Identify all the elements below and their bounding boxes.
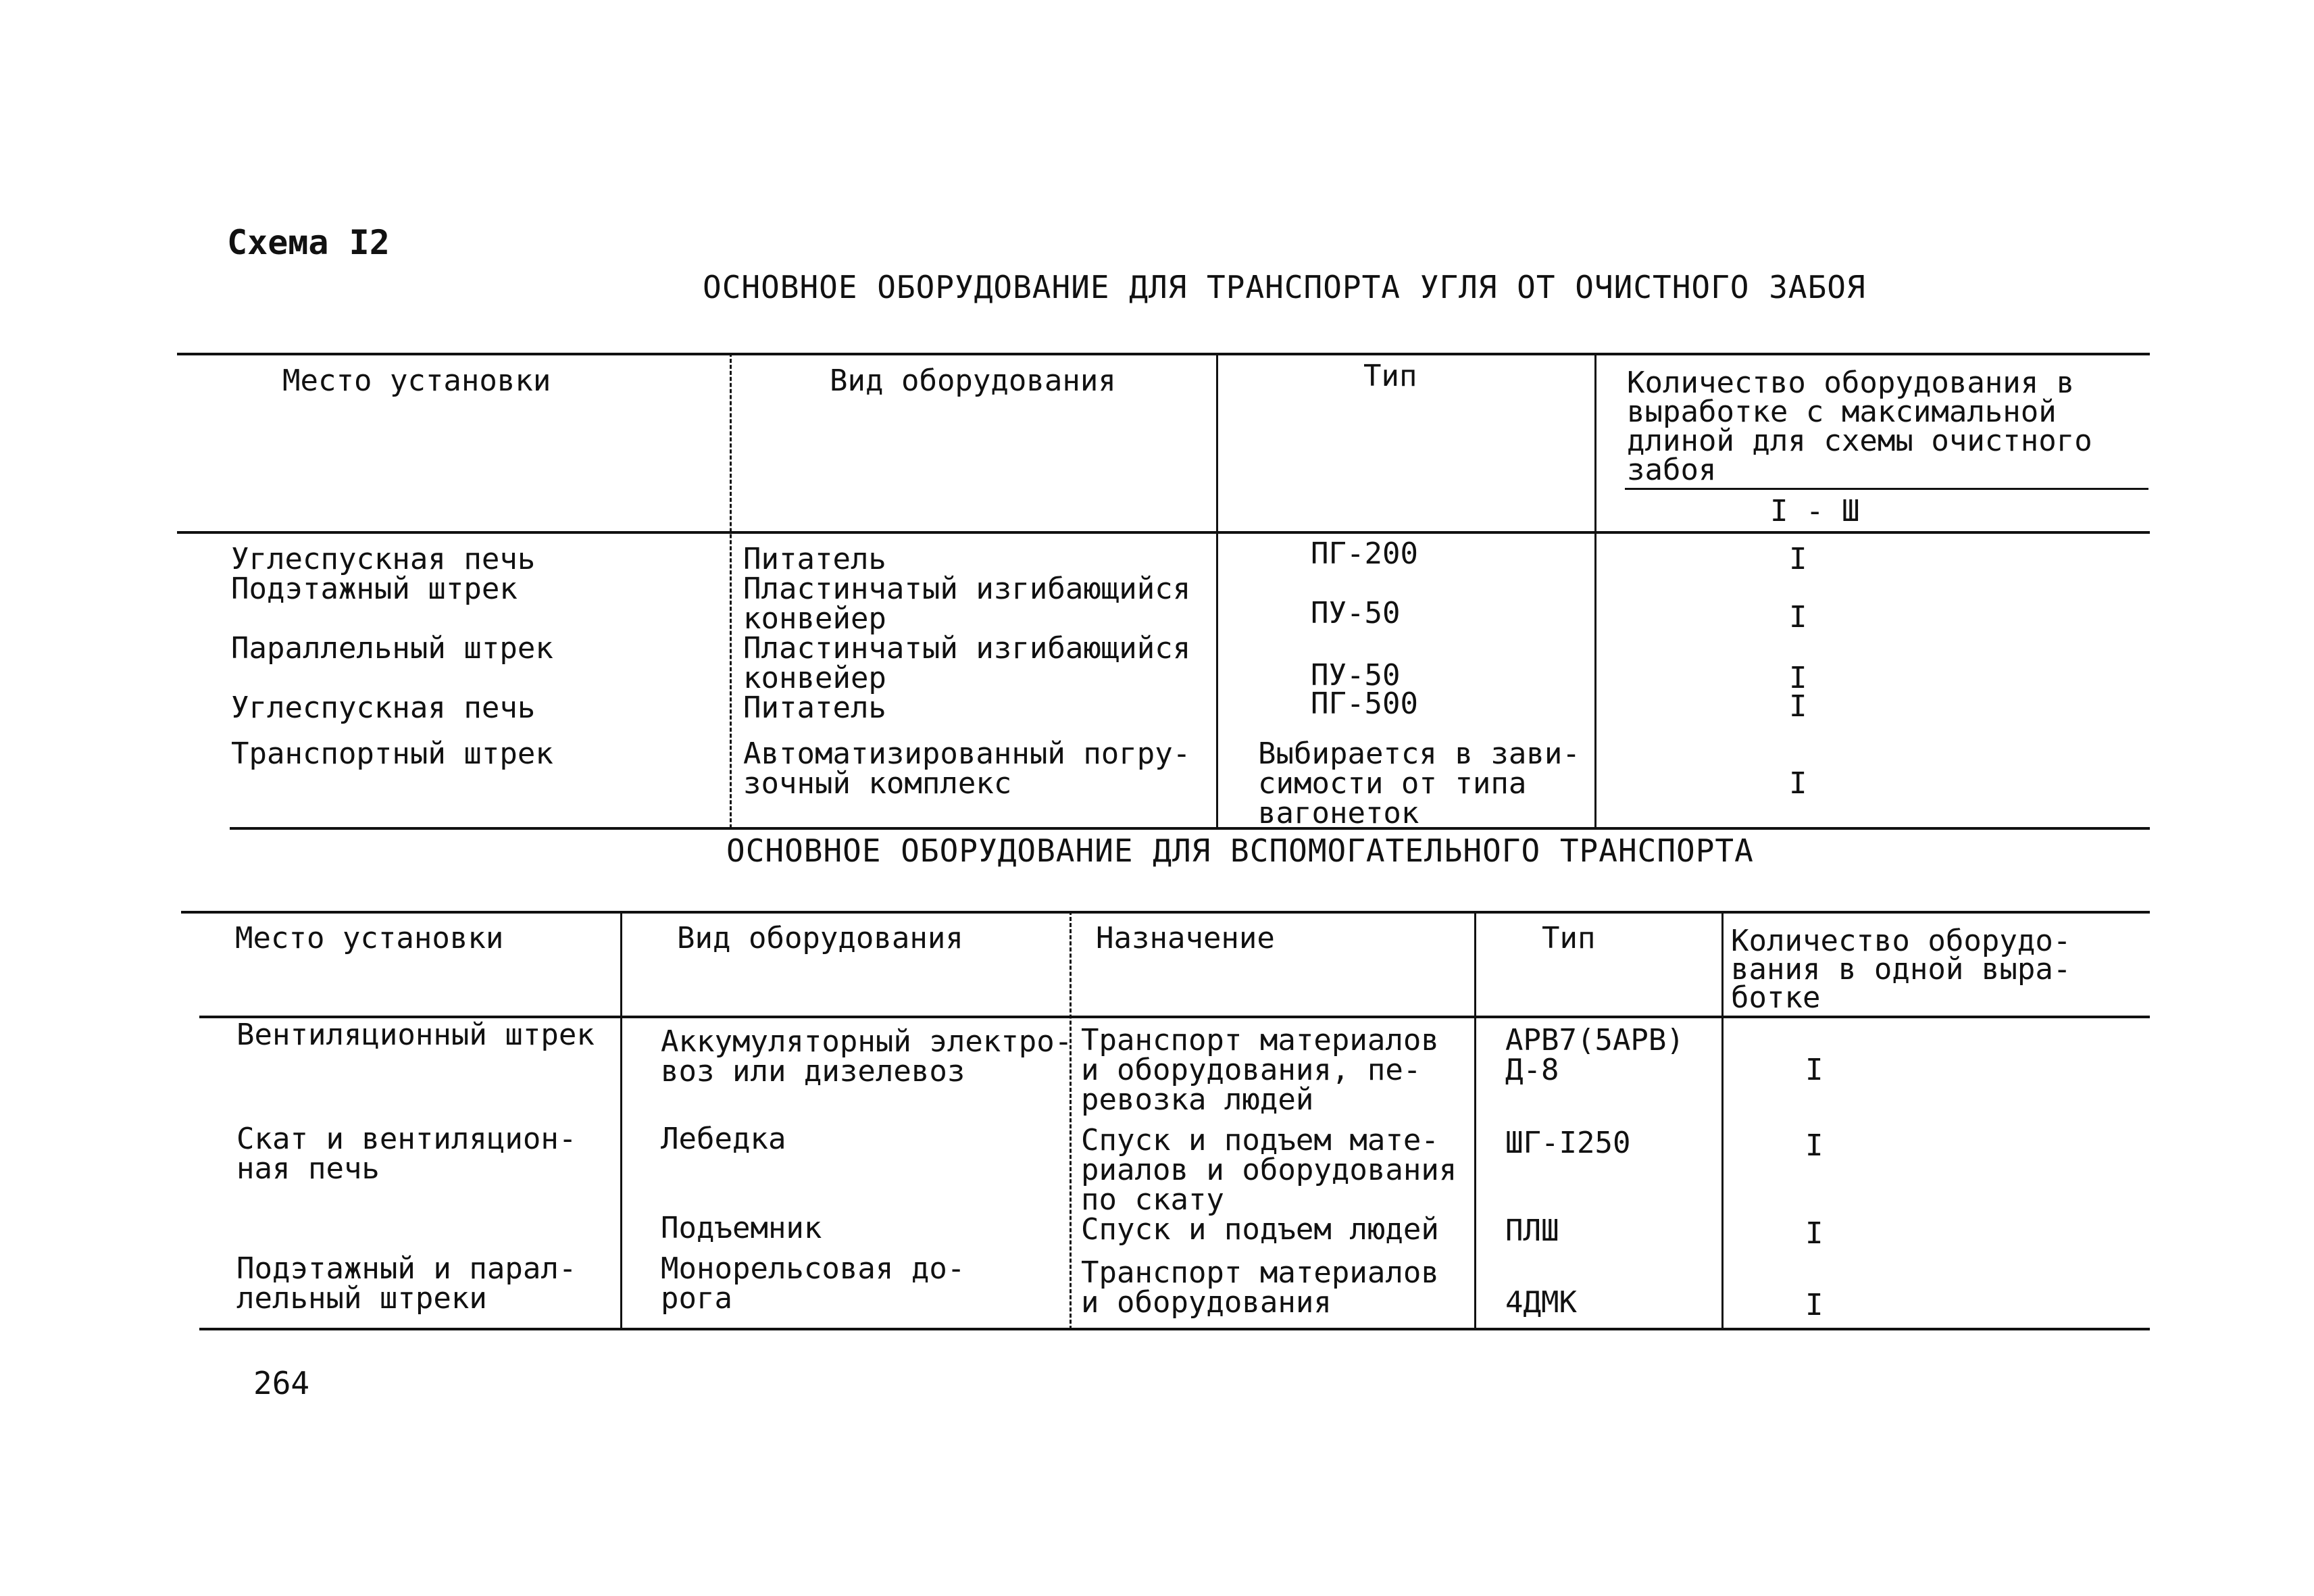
page-number: 264 <box>253 1365 310 1401</box>
table1-title: ОСНОВНОЕ ОБОРУДОВАНИЕ ДЛЯ ТРАНСПОРТА УГЛЯ ОТ ОЧИСТНОГО ЗАБОЯ <box>703 269 1866 305</box>
table2-header-kind: Вид оборудования <box>677 921 963 955</box>
table1-header-type: Тип <box>1363 359 1417 393</box>
table2-header-type: Тип <box>1542 921 1596 955</box>
table1-header-count-sub: I - Ш <box>1770 494 1860 528</box>
table1-row-1-place: Подэтажный штрек <box>231 572 518 606</box>
table1-row-1-type: ПУ-50 <box>1311 596 1401 630</box>
table1-header-count: Количество оборудования в выработке с максимальной длиной для схемы очистного забоя <box>1627 366 2092 487</box>
table1-col-divider-1 <box>730 353 732 828</box>
table2-row-3-type: 4ДМК <box>1505 1285 1577 1320</box>
table2-row-0-kind: Аккумуляторный электро- воз или дизелевоз <box>661 1024 1073 1089</box>
table1-row-3-kind: Питатель <box>743 691 886 725</box>
table1-row-0-kind: Питатель <box>743 542 886 576</box>
table2-col-divider-3 <box>1474 911 1476 1330</box>
table1-row-2-type: ПУ-50 <box>1311 658 1401 693</box>
table1-bottom-rule <box>230 827 2150 830</box>
table1-row-0-count: I <box>1789 542 1807 576</box>
table2-header-place: Место установки <box>235 921 504 955</box>
table2-row-3-purpose: Транспорт материалов и оборудования <box>1081 1255 1439 1320</box>
table1-header-kind: Вид оборудования <box>830 364 1116 398</box>
table1-row-0-place: Углеспускная печь <box>231 542 536 576</box>
table1-row-4-type: Выбирается в зави- симости от типа вагонеток <box>1258 737 1580 830</box>
table2-row-1-purpose: Спуск и подъем мате- риалов и оборудования по скату <box>1081 1123 1457 1217</box>
table1-header-place: Место установки <box>282 364 551 398</box>
table2-row-3-kind: Монорельсовая до- рога <box>661 1251 965 1316</box>
table1-row-2-place: Параллельный штрек <box>231 631 553 666</box>
table2-row-1-count: I <box>1805 1128 1823 1163</box>
table1-row-2-kind: Пластинчатый изгибающийся конвейер <box>743 631 1191 695</box>
table2-row-1-place: Скат и вентиляцион- ная печь <box>236 1122 577 1186</box>
table2-col-divider-1 <box>620 911 622 1330</box>
table1-row-3-place: Углеспускная печь <box>231 691 536 725</box>
table1-top-rule <box>177 353 2150 355</box>
table1-row-2-count: I <box>1789 661 1807 695</box>
table2-row-2-purpose: Спуск и подъем людей <box>1081 1212 1439 1247</box>
table2-row-2-kind: Подъемник <box>661 1211 822 1245</box>
table2-row-1-type: ШГ-I250 <box>1505 1126 1631 1160</box>
table2-row-3-place: Подэтажный и парал- лельный штреки <box>236 1251 577 1316</box>
table1-row-1-count: I <box>1789 600 1807 634</box>
table1-row-4-count: I <box>1789 766 1807 801</box>
table1-row-3-type: ПГ-500 <box>1311 687 1418 721</box>
table1-header-rule <box>177 531 2150 534</box>
table2-row-0-type: АРВ7(5АРВ) Д-8 <box>1505 1023 1684 1087</box>
table2-row-1-kind: Лебедка <box>661 1122 786 1156</box>
table1-row-3-count: I <box>1789 689 1807 724</box>
table2-row-0-count: I <box>1805 1053 1823 1087</box>
table2-row-2-count: I <box>1805 1216 1823 1251</box>
table1-row-4-kind: Автоматизированный погру- зочный комплекс <box>743 737 1191 801</box>
table2-row-0-purpose: Транспорт материалов и оборудования, пе- ревозка людей <box>1081 1023 1439 1117</box>
table2-title: ОСНОВНОЕ ОБОРУДОВАНИЕ ДЛЯ ВСПОМОГАТЕЛЬНОГО ТРАНСПОРТА <box>726 832 1754 869</box>
table1-col-divider-2 <box>1216 353 1218 828</box>
table1-row-1-kind: Пластинчатый изгибающийся конвейер <box>743 572 1191 636</box>
scheme-label: Схема I2 <box>227 223 390 262</box>
table1-subheader-rule <box>1625 488 2148 490</box>
table2-header-count: Количество оборудо- вания в одной выра- ботке <box>1731 924 2071 1015</box>
table1-col-divider-3 <box>1594 353 1596 828</box>
table2-row-3-count: I <box>1805 1288 1823 1322</box>
table2-col-divider-2 <box>1070 911 1072 1330</box>
table2-row-2-type: ПЛШ <box>1505 1214 1559 1248</box>
table1-row-0-type: ПГ-200 <box>1311 537 1418 571</box>
table2-header-purpose: Назначение <box>1096 921 1275 955</box>
table2-col-divider-4 <box>1721 911 1724 1330</box>
table1-row-4-place: Транспортный штрек <box>231 737 553 771</box>
table2-bottom-rule <box>199 1328 2150 1330</box>
table2-top-rule <box>181 911 2150 914</box>
table2-row-0-place: Вентиляционный штрек <box>236 1018 595 1052</box>
